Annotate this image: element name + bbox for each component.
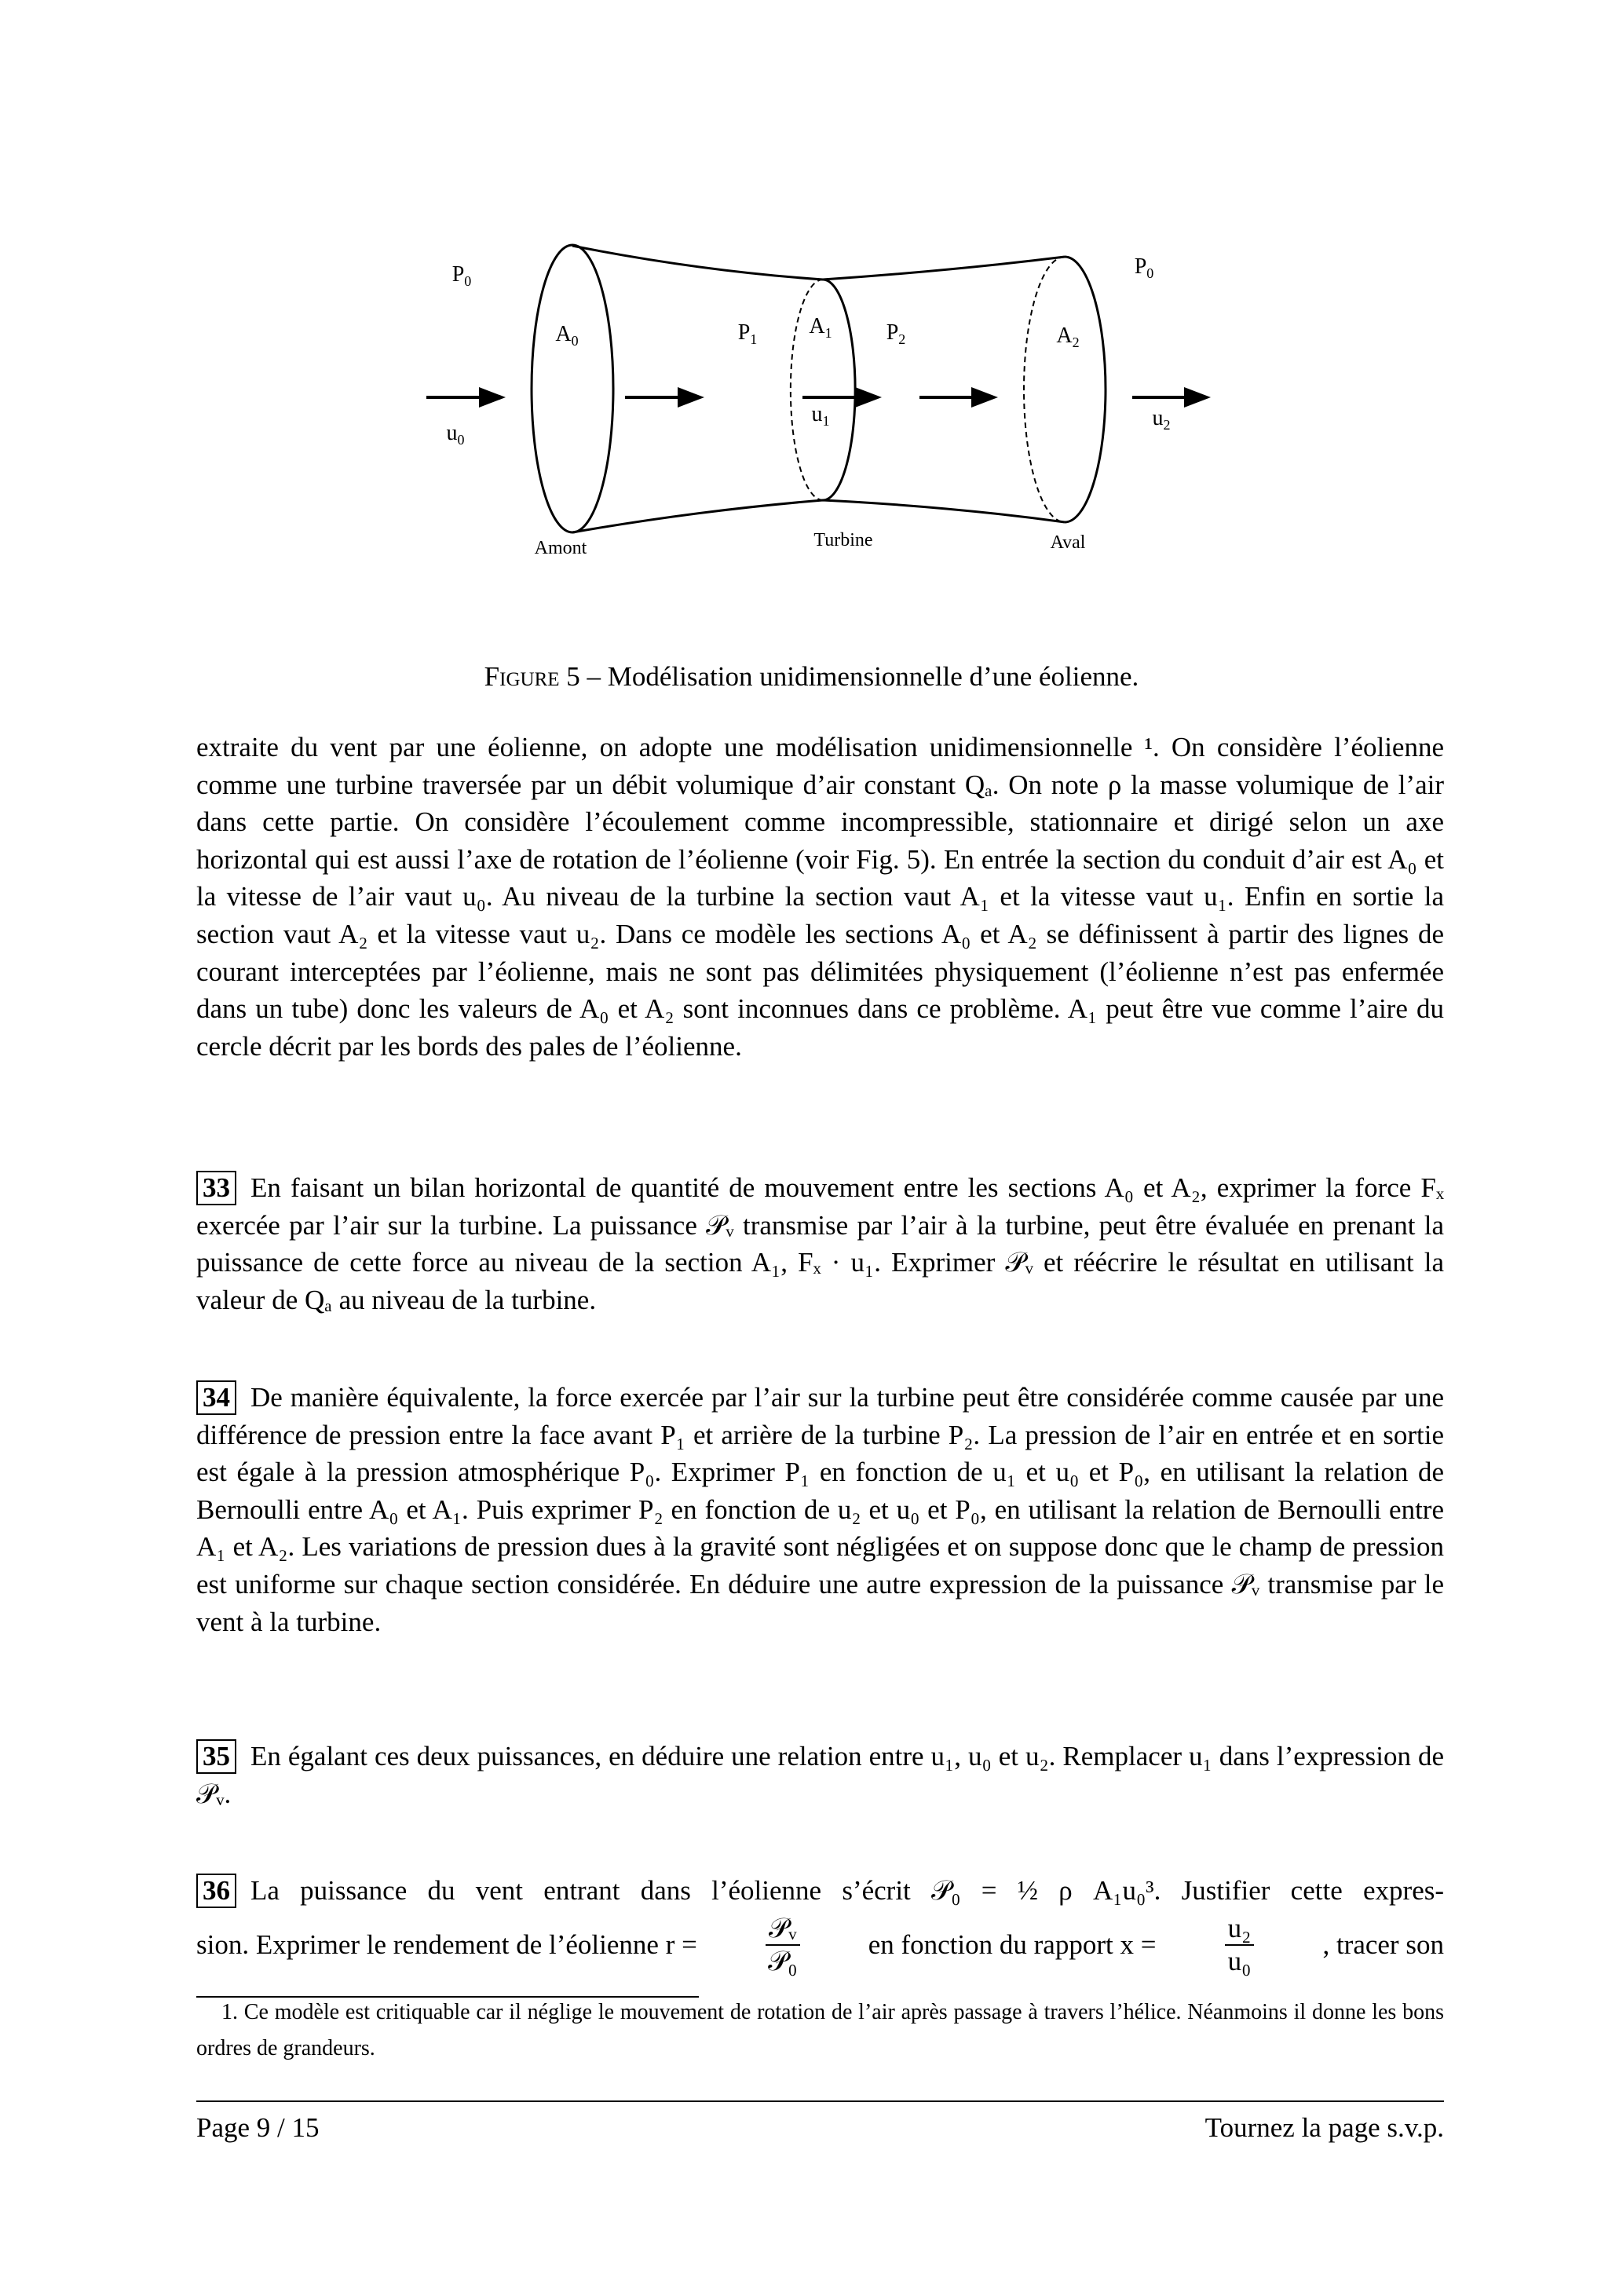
ratio-fraction: $\frac{\text{u₂}}{\text{u₀}}$	[1225, 1913, 1255, 1977]
question-text: En faisant un bilan horizontal de quantité de mouvement entre les sections A₀ et A₂, exprimer la force Fₓ exercée par l’air sur la turbine. La puissance 𝒫ᵥ transmise par l’air à la turbine, peut être évaluée en prenant la puissance de cette force au niveau de la section A₁, Fₓ · u₁. Exprimer 𝒫ᵥ et réécrire le résultat en utilisant la valeur de Qₐ au niveau de la turbine.	[196, 1172, 1444, 1315]
question-number: 36	[196, 1874, 236, 1908]
label-aval: Aval	[1050, 532, 1086, 553]
label-u2: $u_2$	[1152, 406, 1171, 433]
section-a1-back	[791, 280, 823, 500]
label-amont: Amont	[534, 538, 587, 558]
intro-paragraph: extraite du vent par une éolienne, on adopte une modélisation unidimensionnelle ¹. On considère l’éolienne comme une turbine traversée par un débit volumique d’air constant Qₐ. On note ρ la masse volumique de l’air dans cette partie. On considère l’écoulement comme incompressible, stationnaire et dirigé selon un axe horizontal qui est aussi l’axe de rotation de l’éolienne (voir Fig. 5). En entrée la section du conduit d’air est A₀ et la vitesse de l’air vaut u₀. Au niveau de la turbine la section vaut A₁ et la vitesse vaut u₁. Enfin en sortie la section vaut A₂ et la vitesse vaut u₂. Dans ce modèle les sections A₀ et A₂ se définissent à partir des lignes de courant interceptées par l’éolienne, mais ne sont pas délimitées physiquement (l’éolienne n’est pas enfermée dans un tube) donc les valeurs de A₀ et A₂ sont inconnues dans ce problème. A₁ peut être vue comme l’aire du cercle décrit par les bords des pales de l’éolienne.	[196, 732, 1444, 1062]
section-a0	[532, 245, 613, 532]
caption-label: Figure 5	[484, 661, 580, 692]
label-turbine: Turbine	[813, 530, 873, 550]
question-text: De manière équivalente, la force exercée par l’air sur la turbine peut être considérée comme causée par une différence de pression entre la face avant P₁ et arrière de la turbine P₂. La pression de l’air en entrée et en sortie est égale à la pression atmosphérique P₀. Exprimer P₁ en fonction de u₁ et u₀ et P₀, en utilisant la relation de Bernoulli entre A₀ et A₁. Puis exprimer P₂ en fonction de u₂ et u₀ et P₀, en utilisant la relation de Bernoulli entre A₁ et A₂. Les variations de pression dues à la gravité sont négligées et on suppose donc que le champ de pression est uniforme sur chaque section considérée. En déduire une autre expression de la puissance 𝒫ᵥ transmise par le vent à la turbine.	[196, 1382, 1444, 1637]
arrow-icon	[625, 387, 704, 408]
footnote: 1. Ce modèle est critiquable car il néglige le mouvement de rotation de l’air après passage à travers l’hélice. Néanmoins il donne les bons ordres de grandeurs.	[196, 2000, 1444, 2060]
label-p1: $P_1$	[737, 320, 758, 347]
streamtube-top	[572, 246, 1065, 280]
question-36	[196, 1872, 1444, 1977]
label-a1: $A_1$	[809, 314, 832, 341]
efficiency-fraction: $\frac{\text{𝒫ᵥ}}{\text{𝒫₀}}$	[766, 1913, 800, 1977]
section-a2-front	[1065, 257, 1106, 522]
question-number: 34	[196, 1380, 236, 1415]
question-number: 35	[196, 1739, 236, 1774]
section-a2-back	[1024, 257, 1065, 522]
question-text-line2b: en fonction du rapport x =	[868, 1929, 1157, 1960]
footer-rule	[196, 2100, 1444, 2102]
wind-turbine-diagram	[0, 0, 1623, 597]
question-text-line2a: sion. Exprimer le rendement de l’éolienne r =	[196, 1929, 697, 1960]
figure-caption	[0, 661, 1623, 693]
label-a2: $A_2$	[1056, 324, 1080, 350]
question-text: En égalant ces deux puissances, en déduire une relation entre u₁, u₀ et u₂. Remplacer u₁ dans l’expression de 𝒫ᵥ.	[196, 1741, 1444, 1809]
question-34	[196, 1379, 1444, 1640]
caption-text: – Modélisation unidimensionnelle d’une éolienne.	[579, 661, 1139, 692]
arrow-icon	[426, 387, 506, 408]
question-text-line1: La puissance du vent entrant dans l’éolienne s’écrit 𝒫₀ = ½ ρ A₁u₀³. Justifier cette expres-	[250, 1875, 1444, 1906]
question-35	[196, 1738, 1444, 1812]
label-a0: $A_0$	[555, 322, 579, 349]
streamtube-bottom	[572, 500, 1065, 532]
turn-page-note: Tournez la page s.v.p.	[1204, 2112, 1444, 2143]
arrow-icon	[1132, 387, 1211, 408]
section-a1-front	[823, 280, 855, 500]
label-u1: $u_1$	[811, 402, 830, 429]
arrow-icon	[919, 387, 998, 408]
question-number: 33	[196, 1171, 236, 1205]
label-p0-right: $P_0$	[1134, 254, 1154, 281]
question-text-line2c: , tracer son	[1322, 1929, 1444, 1960]
label-u0: $u_0$	[446, 421, 465, 448]
label-p2: $P_2$	[886, 320, 906, 347]
question-33	[196, 1169, 1444, 1318]
page-number: Page 9 / 15	[196, 2112, 320, 2143]
label-p0-left: $P_0$	[451, 262, 472, 289]
